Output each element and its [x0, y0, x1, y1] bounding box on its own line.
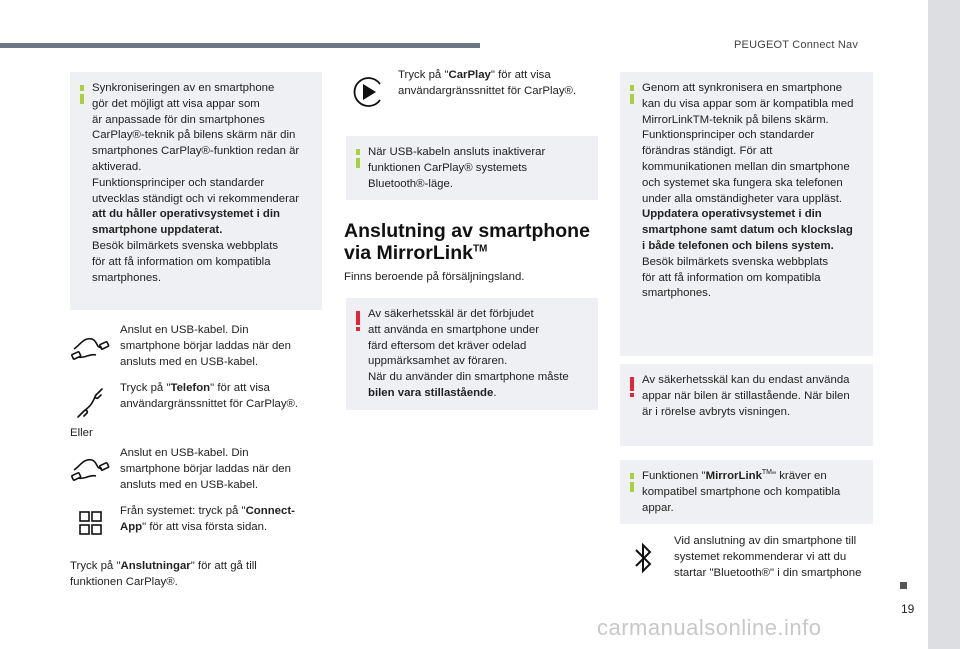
app-grid-icon: [70, 506, 110, 546]
header-bar: [0, 43, 480, 48]
page-number: 19: [901, 602, 915, 616]
section-heading: Anslutning av smartphone via MirrorLink™: [344, 220, 590, 264]
bluetooth-icon: [624, 538, 664, 578]
info-box-text: Synkroniseringen av en smartphone gör det möjligt att visa appar som är anpassade för din smartphones CarPlay®-teknik på bilens skärm när din smartphones CarPlay®-funktion redan är aktiverad. Funktionsprinciper och standarder utvecklas ständigt och vi rekommenderar att du håller operativsystemet i din smartphone uppdaterat. Besök bilmärkets svenska webbplats för att få information om kompatibla smartphones.: [92, 82, 300, 284]
info-box-text: Genom att synkronisera en smartphone kan du visa appar som är kompatibla med MirrorLinkTM-teknik på bilens skärm. Funktionsprinciper och standarder förändras ständigt. För att kommunikationen mellan din smartphone och systemet ska fungera ska telefonen under alla omständigheter vara uppläst. Uppdatera operativsystemet i din smartphone samt datum och klockslag i både telefonen och bilens system. Besök bilmärkets svenska webbplats för att få information om kompatibla smartphones.: [642, 82, 854, 300]
page-header-title: PEUGEOT Connect Nav: [734, 39, 859, 51]
step-text: Tryck på "CarPlay" för att visa användargränssnittet för CarPlay®.: [398, 69, 577, 97]
info-icon: [630, 473, 634, 492]
info-box-text: Funktionen "MirrorLink™" kräver en kompatibel smartphone och kompatibla appar.: [642, 469, 841, 514]
warning-icon: [630, 377, 634, 397]
warning-box-driving: [346, 298, 598, 410]
warning-box-text: Av säkerhetsskäl är det förbjudet att använda en smartphone under färd eftersom det kräver odelad uppmärksamhet av föraren. När du använder din smartphone måste bilen vara stillastående.: [368, 308, 569, 399]
step-text: Tryck på "Telefon" för att visa användargränssnittet för CarPlay®.: [120, 382, 299, 410]
watermark: carmanualsonline.info: [597, 615, 822, 640]
play-icon: [348, 72, 388, 112]
warning-icon: [356, 311, 360, 331]
info-icon: [356, 149, 360, 168]
step-text: Vid anslutning av din smartphone till systemet rekommenderar vi att du startar "Bluetooth®" i din smartphone: [674, 535, 862, 579]
usb-cable-icon: [70, 448, 110, 488]
step-text: Anslut en USB-kabel. Din smartphone börjar laddas när den ansluts med en USB-kabel.: [120, 324, 291, 368]
info-icon: [80, 85, 84, 104]
info-box-text: När USB-kabeln ansluts inaktiverar funktionen CarPlay® systemets Bluetooth®-läge.: [368, 146, 546, 190]
info-box-usb: [346, 136, 598, 200]
info-box-carplay: [70, 72, 322, 310]
usb-cable-icon: [70, 327, 110, 367]
phone-handset-icon: [70, 383, 110, 423]
warning-box-text: Av säkerhetsskäl kan du endast använda appar när bilen är stillastående. När bilen är i rörelse avbryts visningen.: [642, 374, 850, 418]
page-end-marker: [900, 582, 907, 589]
warning-box-stationary: [620, 364, 873, 446]
right-margin-strip: [928, 0, 960, 649]
eller-label: Eller: [70, 427, 93, 439]
step-text: Från systemet: tryck på "Connect- App" för att visa första sidan.: [120, 505, 295, 533]
region-note: Finns beroende på försäljningsland.: [344, 271, 525, 283]
step-text: Anslut en USB-kabel. Din smartphone börjar laddas när den ansluts med en USB-kabel.: [120, 447, 291, 491]
info-box-mirrorlink: [620, 72, 873, 356]
info-icon: [630, 85, 634, 104]
final-instruction: Tryck på "Anslutningar" för att gå till funktionen CarPlay®.: [70, 560, 257, 588]
info-box-compatibility: [620, 460, 873, 524]
